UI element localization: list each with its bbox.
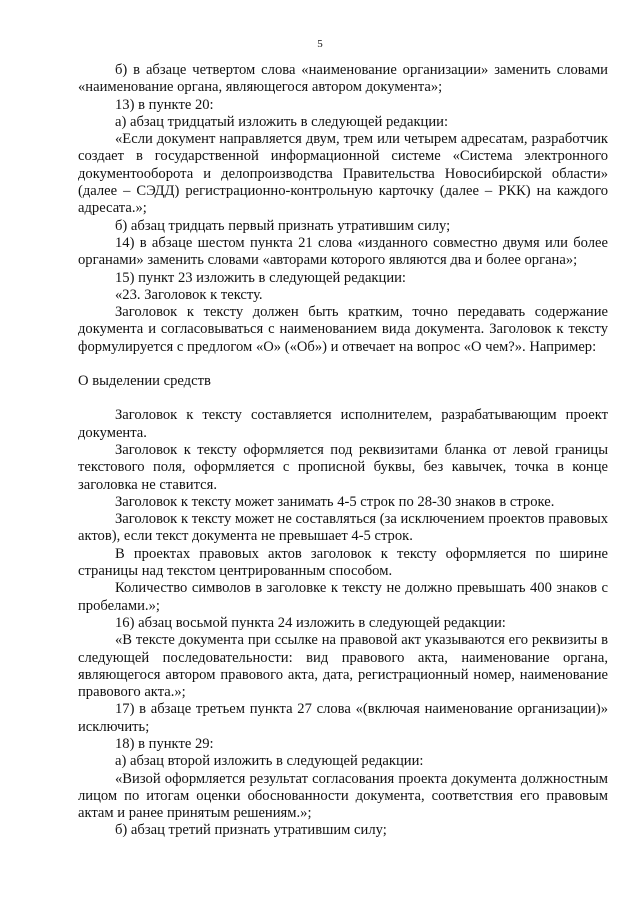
paragraph: 18) в пункте 29: [115, 735, 214, 752]
paragraph: Заголовок к тексту может не составляться (за исключением проектов правовых актов), если текст документа не превышает 4-5 строк. [78, 511, 608, 545]
spacer [78, 356, 608, 373]
paragraph: «Если документ направляется двум, трем или четырем адресатам, разработчик создает в государственной информационной системе «Система электронного документооборота и делопроизводства Правительства Новосибирской области» (далее – СЭДД) регистрационно-контрольную карточку (далее – РКК) на каждого адресата.»; [78, 131, 608, 217]
paragraph: б) абзац тридцать первый признать утратившим силу; [115, 217, 451, 234]
paragraph: 15) пункт 23 изложить в следующей редакции: [115, 269, 406, 286]
paragraph: Заголовок к тексту составляется исполнителем, разрабатывающим проект документа. [78, 407, 608, 441]
page-number: 5 [317, 38, 323, 50]
paragraph: а) абзац второй изложить в следующей редакции: [115, 753, 424, 770]
document-body [78, 62, 608, 840]
spacer [78, 390, 608, 407]
paragraph: 16) абзац восьмой пункта 24 изложить в следующей редакции: [115, 614, 506, 631]
paragraph: б) абзац третий признать утратившим силу; [115, 822, 387, 839]
paragraph: 13) в пункте 20: [115, 96, 214, 113]
paragraph: «В тексте документа при ссылке на правовой акт указываются его реквизиты в следующей последовательности: вид правового акта, наименование органа, являющегося автором правового акта, дата, регистрационный номер, наименование правового акта.»; [78, 632, 608, 701]
paragraph: В проектах правовых актов заголовок к тексту оформляется по ширине страницы над текстом центрированным способом. [78, 545, 608, 580]
paragraph: «23. Заголовок к тексту. [115, 286, 263, 303]
paragraph: 14) в абзаце шестом пункта 21 слова «изданного совместно двумя или более органами» заменить словами «авторами которого являются два и более органа»; [78, 234, 608, 269]
paragraph: Заголовок к тексту может занимать 4-5 строк по 28-30 знаков в строке. [115, 493, 555, 510]
paragraph: Заголовок к тексту оформляется под реквизитами бланка от левой границы текстового поля, оформляется с прописной буквы, без кавычек, точка в конце заголовка не ставится. [78, 441, 608, 493]
example-heading: О выделении средств [78, 373, 211, 390]
paragraph: Заголовок к тексту должен быть кратким, точно передавать содержание документа и согласовываться с наименованием вида документа. Заголовок к тексту формулируется с предлогом «О» («Об») и отвечает на вопрос «О чем?». Например: [78, 304, 608, 355]
paragraph: Количество символов в заголовке к тексту не должно превышать 400 знаков с пробелами.»; [78, 580, 608, 614]
paragraph: «Визой оформляется результат согласования проекта документа должностным лицом по итогам оценки обоснованности документа, соответствия его правовым актам и ранее принятым решениям.»; [78, 770, 608, 822]
paragraph: б) в абзаце четвертом слова «наименование организации» заменить словами «наименование органа, являющегося автором документа»; [78, 62, 608, 96]
paragraph: 17) в абзаце третьем пункта 27 слова «(включая наименование организации)» исключить; [78, 701, 608, 735]
paragraph: а) абзац тридцатый изложить в следующей редакции: [115, 113, 449, 130]
